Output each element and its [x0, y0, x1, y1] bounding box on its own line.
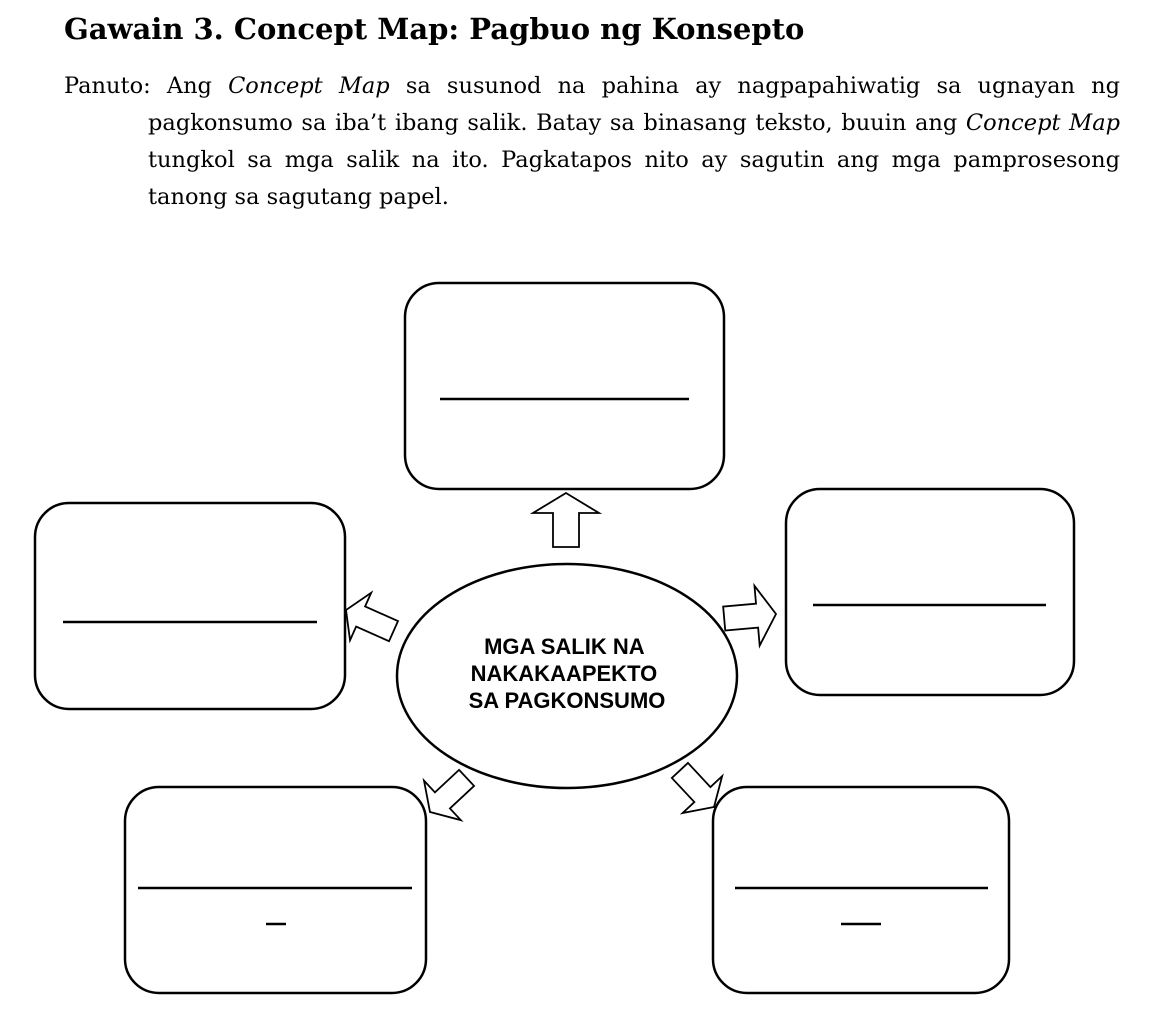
answer-box-right[interactable] [786, 489, 1074, 695]
center-line-2: NAKAKAAPEKTO [470, 661, 658, 686]
center-line-3: SA PAGKONSUMO [468, 688, 666, 713]
activity-title: Gawain 3. Concept Map: Pagbuo ng Konsepto [64, 12, 805, 46]
center-label [469, 634, 666, 713]
center-concept [397, 564, 737, 788]
answer-box-top[interactable] [405, 283, 724, 489]
instructions-tail: tungkol sa mga salik na ito. Pagkatapos nito ay sagutin ang mga pamprosesong tanong sa sagutang papel. [148, 147, 1120, 210]
instructions-middle: sa susunod na pahina ay nagpapahiwatig sa ugnayan ng pagkonsumo sa iba’t ibang salik. Batay sa binasang teksto, buuin ang [148, 73, 1120, 136]
center-line-1: MGA SALIK NA [484, 634, 644, 659]
instructions-term-concept-map-2: Concept Map [965, 110, 1121, 136]
arrow-up-icon [533, 493, 599, 547]
instructions-lead: Panuto: Ang [64, 73, 229, 99]
answer-box-bottom-left[interactable] [125, 787, 426, 993]
instructions-term-concept-map: Concept Map [228, 73, 390, 99]
answer-box-bottom-right[interactable] [713, 787, 1009, 993]
arrow-right-icon [722, 584, 779, 648]
answer-box-left[interactable] [35, 503, 345, 709]
